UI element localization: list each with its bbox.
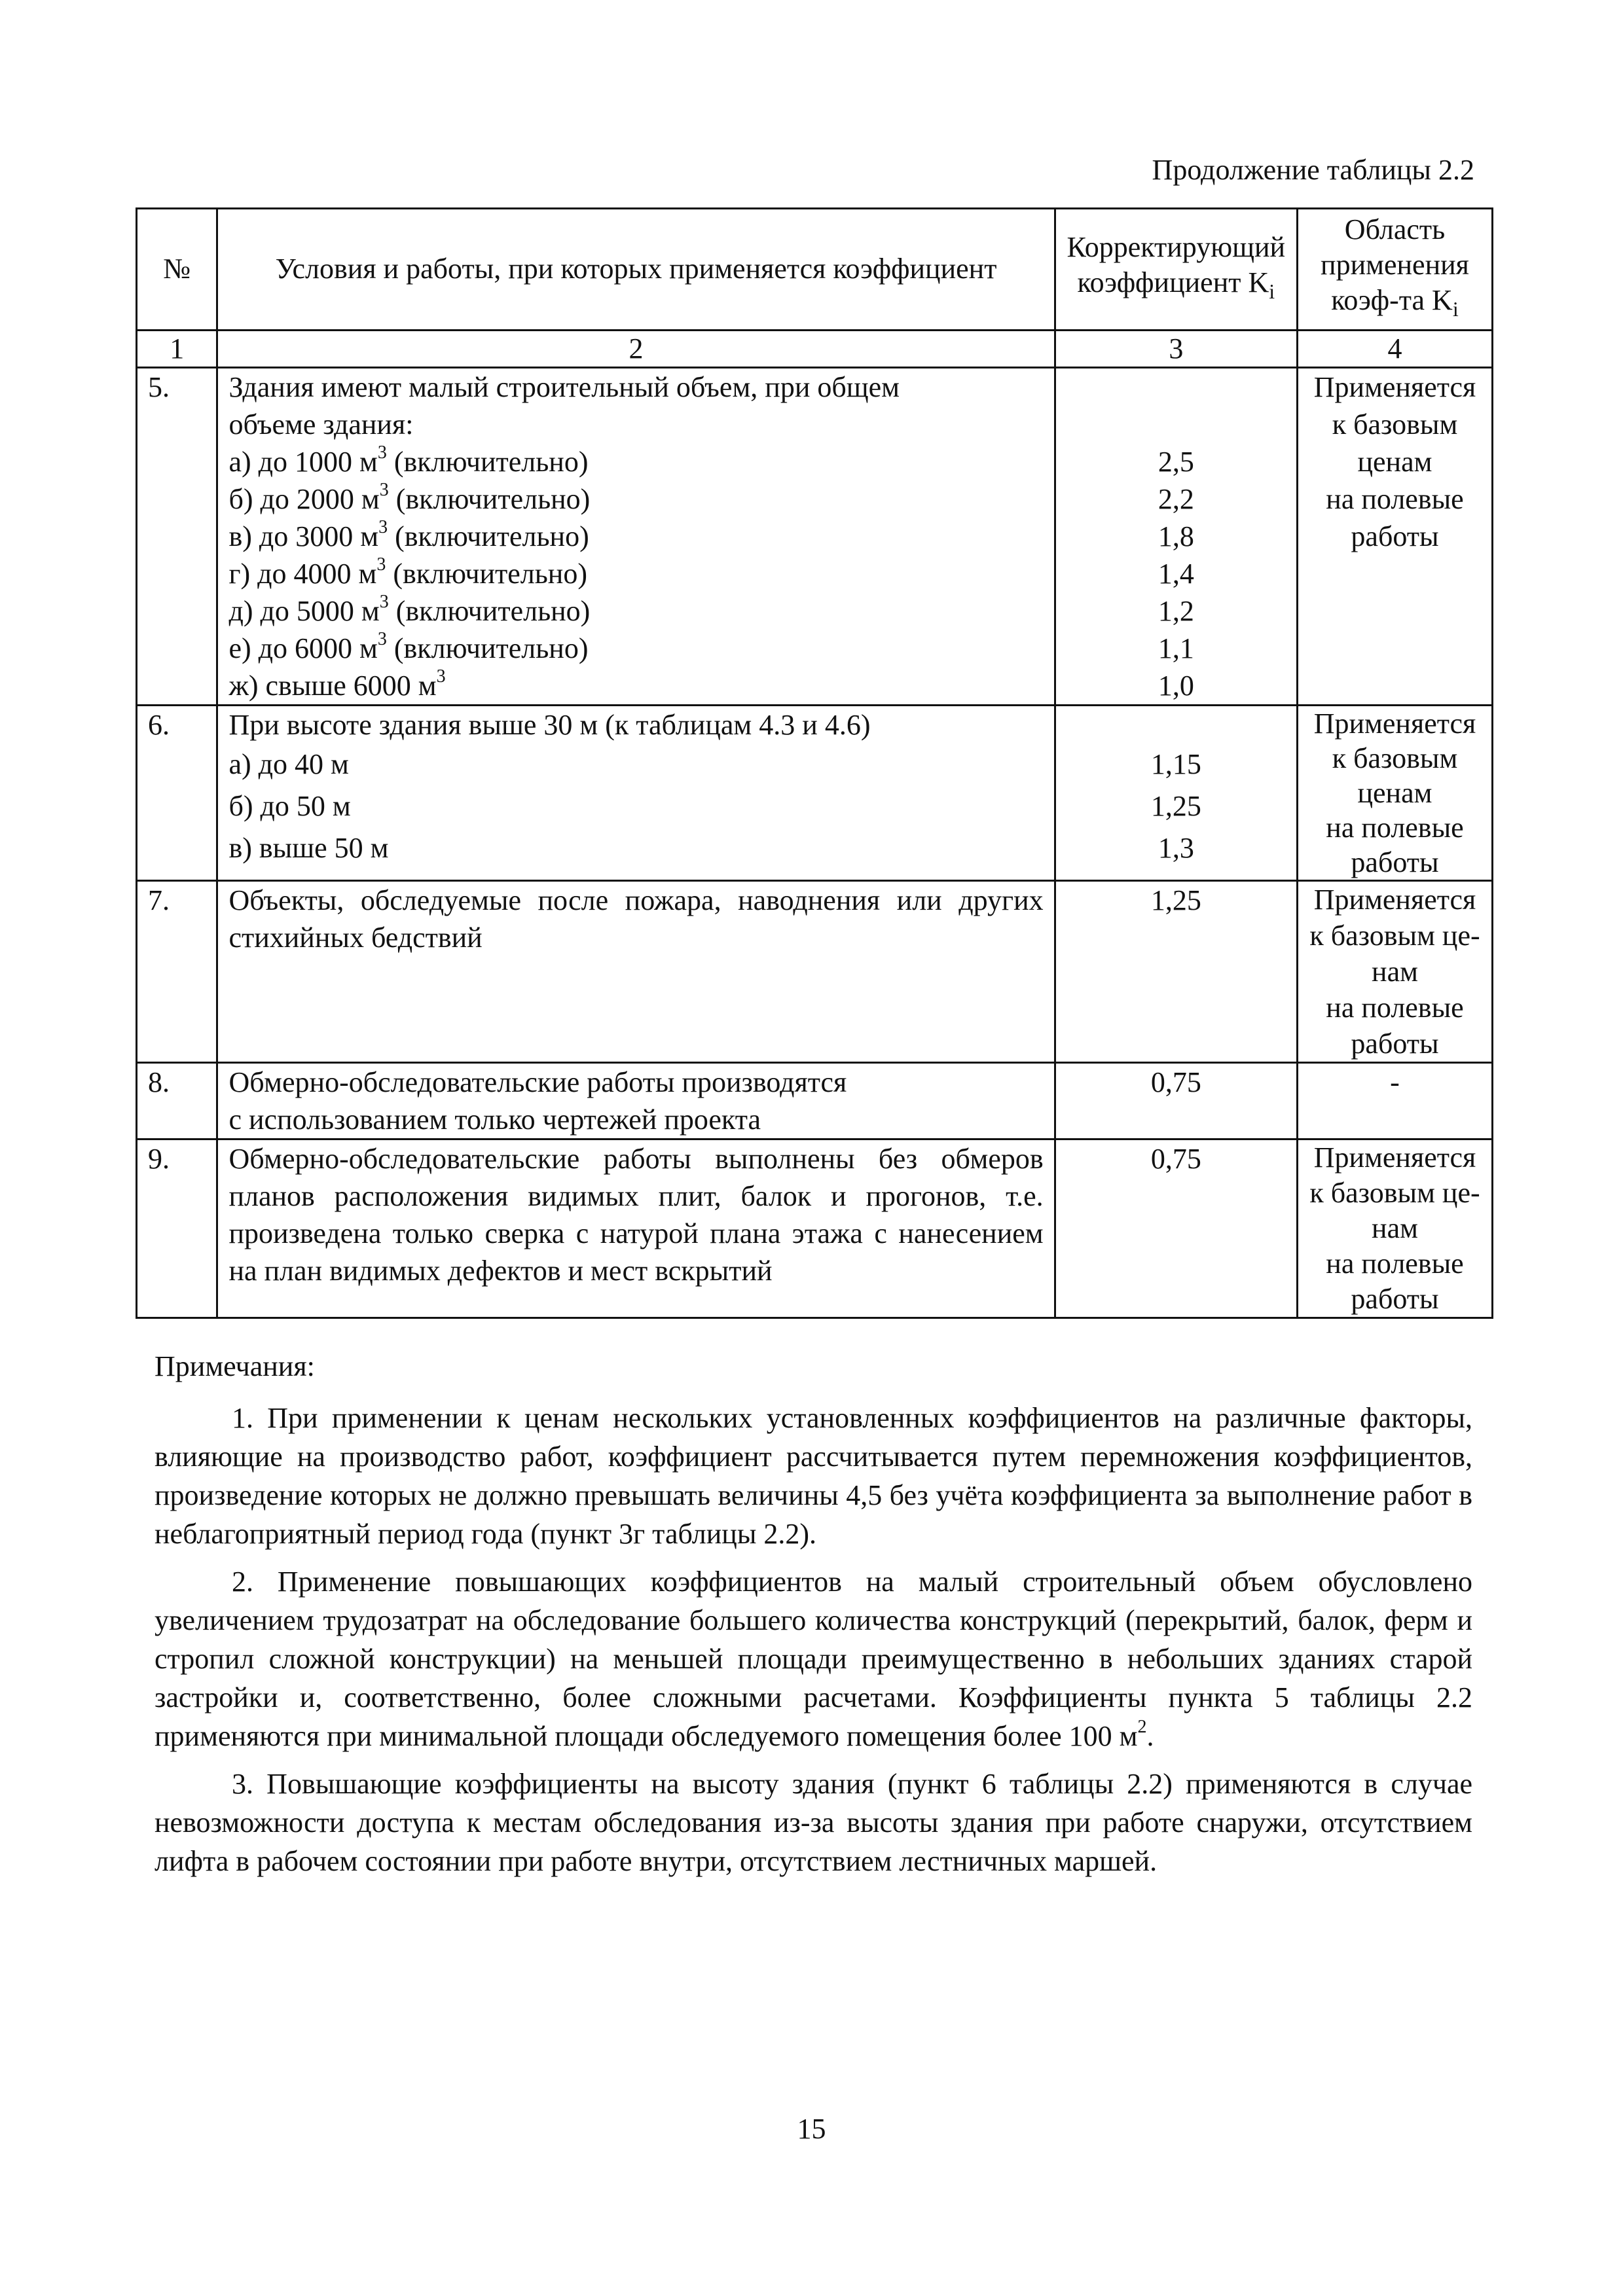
row-description	[217, 705, 1055, 880]
row-description	[217, 1062, 1055, 1139]
coefficients-table	[136, 207, 1493, 1319]
note-2-end: .	[1146, 1720, 1154, 1752]
table-row	[137, 1139, 1493, 1318]
area-line: Применяется	[1313, 707, 1476, 740]
area-line: работы	[1351, 1282, 1439, 1315]
list-item: б) до 50 м	[228, 789, 351, 822]
table-header-row	[137, 209, 1493, 331]
area-line: к базовым	[1332, 742, 1458, 774]
area-line: на полевые	[1326, 811, 1464, 844]
row-coefficient	[1055, 367, 1297, 705]
area-line: Применяется	[1313, 370, 1476, 403]
area-line: ценам	[1357, 445, 1432, 478]
item-text: а) до 1000 м	[228, 445, 378, 478]
table-row	[137, 705, 1493, 880]
row-area	[1297, 1139, 1492, 1318]
area-line: ценам	[1357, 776, 1432, 809]
note-3: 3. Повышающие коэффициенты на высоту здания (пункт 6 таблицы 2.2) применяются в случае невозможности доступа к местам обследования из-за высоты здания при работе снаружи, отсутствием лифта в рабочем состоянии при работе внутри, отсутствием лестничных маршей.	[155, 1768, 1472, 1877]
coef-value: 1,8	[1158, 520, 1194, 552]
column-numbers-row	[137, 330, 1493, 367]
table-row	[137, 880, 1493, 1062]
list-item	[228, 443, 1043, 480]
header-area-line1: Область	[1344, 213, 1446, 245]
row-description: Обмерно-обследовательские работы выполнены без обмеров планов расположения видимых плит, балок и прогонов, т.е. произведена только сверка с натурой плана этажа с нанесением на план видимых дефектов и мест вскрытий	[217, 1139, 1055, 1318]
coef-value: 1,2	[1158, 594, 1194, 627]
header-area-line3	[1309, 283, 1481, 327]
row-coefficient	[1055, 705, 1297, 880]
col-number-4: 4	[1297, 330, 1492, 367]
row-number: 9.	[137, 1139, 217, 1318]
coef-value: 1,15	[1150, 747, 1201, 780]
item-sup: 3	[436, 666, 446, 687]
item-text: е) до 6000 м	[228, 632, 378, 664]
row-area	[1297, 880, 1492, 1062]
area-line: к базовым	[1332, 408, 1458, 440]
desc-line: с использованием только чертежей проекта	[228, 1103, 761, 1136]
item-sup: 3	[377, 442, 387, 463]
notes-section	[155, 1347, 1472, 1890]
row-area: -	[1297, 1062, 1492, 1139]
list-item	[228, 592, 1043, 630]
coef-value: 1,3	[1158, 831, 1194, 864]
row-coefficient: 0,75	[1055, 1139, 1297, 1318]
row-intro-line: Здания имеют малый строительный объем, при общем	[228, 370, 900, 403]
item-sup: 3	[376, 554, 386, 575]
table-row	[137, 367, 1493, 705]
item-after: (включительно)	[386, 445, 589, 478]
area-line: работы	[1351, 1027, 1439, 1060]
header-coef-sub: i	[1269, 279, 1275, 303]
area-line: Применяется	[1313, 883, 1476, 916]
row-description: Объекты, обследуемые после пожара, наводнения или других стихийных бедствий	[217, 880, 1055, 1062]
row-number: 7.	[137, 880, 217, 1062]
list-item	[228, 667, 1043, 704]
item-sup: 3	[378, 517, 388, 538]
coef-value: 1,4	[1158, 557, 1194, 590]
row-area	[1297, 367, 1492, 705]
row-number: 8.	[137, 1062, 217, 1139]
list-item	[228, 480, 1043, 518]
area-line: к базовым це-	[1309, 1176, 1480, 1209]
row-number: 5.	[137, 367, 217, 705]
item-text: ж) свыше 6000 м	[228, 669, 437, 702]
area-line: на полевые	[1326, 991, 1464, 1024]
area-line: нам	[1372, 1211, 1418, 1244]
header-coef-text: коэффициент K	[1077, 266, 1269, 298]
header-coef-line2	[1067, 265, 1286, 309]
table-caption: Продолжение таблицы 2.2	[1152, 154, 1474, 186]
notes-heading: Примечания:	[155, 1350, 315, 1382]
table-row	[137, 1062, 1493, 1139]
item-sup: 3	[379, 480, 389, 501]
item-after: (включительно)	[386, 632, 589, 664]
item-after: (включительно)	[388, 520, 589, 552]
list-item	[228, 555, 1043, 592]
list-item	[228, 518, 1043, 555]
area-line: Применяется	[1313, 1141, 1476, 1174]
header-description: Условия и работы, при которых применяется коэффициент	[217, 209, 1055, 331]
list-item: в) выше 50 м	[228, 831, 389, 864]
desc-line: Обмерно-обследовательские работы производятся	[228, 1066, 847, 1098]
item-text: б) до 2000 м	[228, 482, 380, 515]
row-area	[1297, 705, 1492, 880]
header-area-sub: i	[1452, 296, 1459, 321]
note-2-sup: 2	[1137, 1717, 1147, 1738]
coef-value: 1,25	[1150, 789, 1201, 822]
row-intro-line: При высоте здания выше 30 м (к таблицам 4.3 и 4.6)	[228, 708, 871, 741]
col-number-1: 1	[137, 330, 217, 367]
header-num: №	[137, 209, 217, 331]
header-coef-line1: Корректирующий	[1067, 231, 1286, 263]
area-line: работы	[1351, 520, 1439, 552]
header-area	[1297, 209, 1492, 331]
item-sup: 3	[379, 592, 389, 613]
coef-value: 1,1	[1158, 632, 1194, 664]
list-item: а) до 40 м	[228, 747, 349, 780]
area-line: к базовым це-	[1309, 919, 1480, 952]
area-line: нам	[1372, 955, 1418, 988]
header-area-text: коэф-та K	[1331, 284, 1453, 316]
row-intro-line: объеме здания:	[228, 408, 414, 440]
item-text: в) до 3000 м	[228, 520, 379, 552]
item-after: (включительно)	[386, 557, 587, 590]
item-after: (включительно)	[388, 594, 591, 627]
row-description	[217, 367, 1055, 705]
list-item	[228, 630, 1043, 667]
coef-value: 2,5	[1158, 445, 1194, 478]
header-coefficient	[1055, 209, 1297, 331]
row-coefficient: 1,25	[1055, 880, 1297, 1062]
col-number-2: 2	[217, 330, 1055, 367]
note-1: 1. При применении к ценам нескольких установленных коэффициентов на различные факторы, влияющие на производство работ, коэффициент рассчитывается путем перемножения коэффициентов, произведение которых не должно превышать величины 4,5 без учёта коэффициента за выполнение работ в неблагоприятный период года (пункт 3г таблицы 2.2).	[155, 1402, 1472, 1550]
note-2	[155, 1562, 1472, 1755]
item-text: г) до 4000 м	[228, 557, 377, 590]
coef-value: 1,0	[1158, 669, 1194, 702]
item-sup: 3	[377, 629, 387, 650]
header-area-line2: применения	[1321, 249, 1469, 281]
row-coefficient: 0,75	[1055, 1062, 1297, 1139]
area-line: на полевые	[1326, 482, 1464, 515]
area-line: работы	[1351, 846, 1439, 878]
area-line: на полевые	[1326, 1247, 1464, 1280]
page-number: 15	[797, 2113, 826, 2145]
row-number: 6.	[137, 705, 217, 880]
item-text: д) до 5000 м	[228, 594, 380, 627]
col-number-3: 3	[1055, 330, 1297, 367]
note-2-text: 2. Применение повышающих коэффициентов на малый строительный объем обусловлено увеличением трудозатрат на обследование большего количества конструкций (перекрытий, балок, ферм и стропил сложной конструкции) на меньшей площади преимущественно в небольших зданиях старой застройки и, соответственно, более сложными расчетами. Коэффициенты пункта 5 таблицы 2.2 применяются при минимальной площади обследуемого помещения более 100 м	[155, 1566, 1472, 1752]
coef-value: 2,2	[1158, 482, 1194, 515]
item-after: (включительно)	[388, 482, 591, 515]
